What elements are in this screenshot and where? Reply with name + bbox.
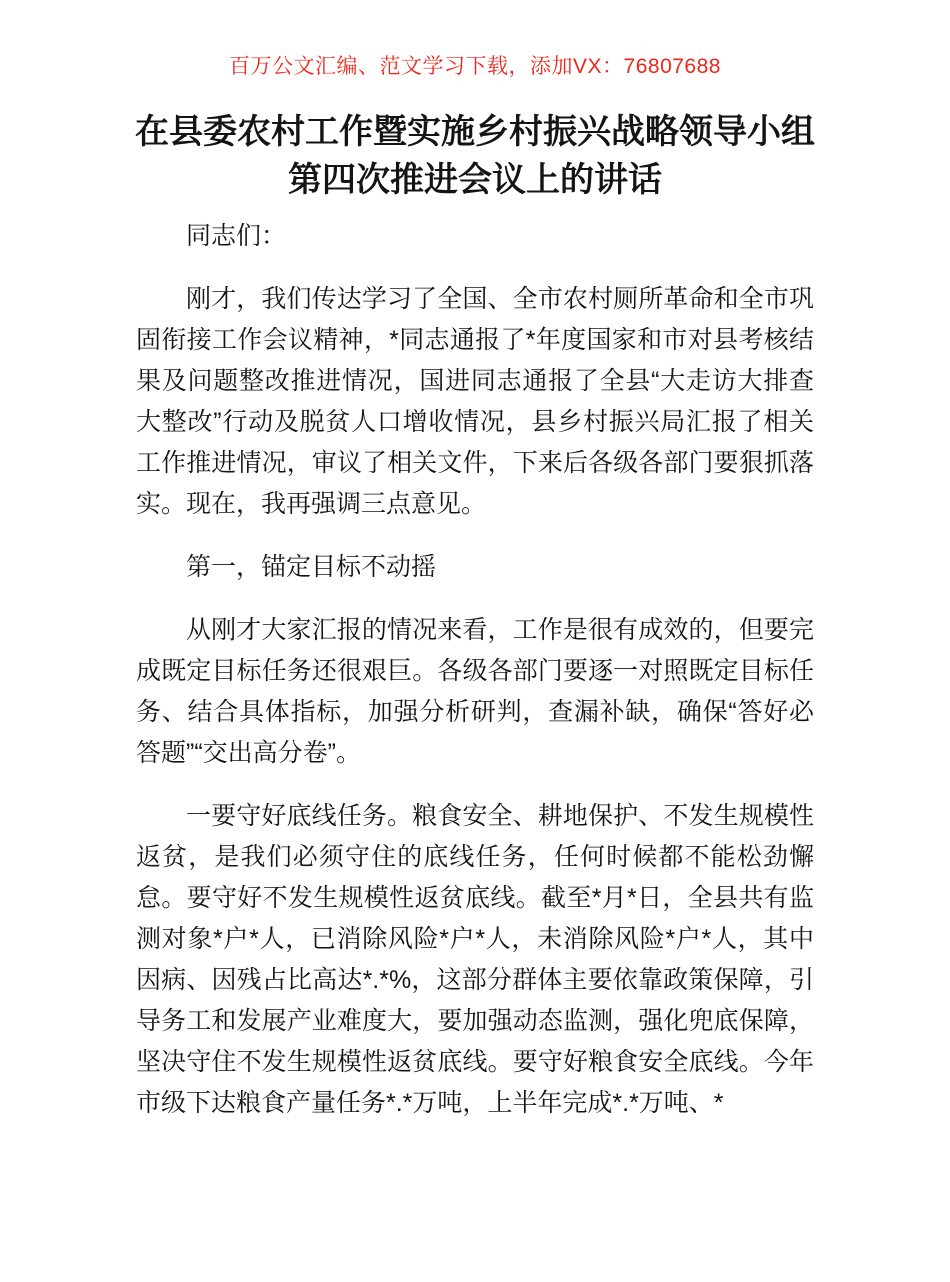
document-title-line-1: 在县委农村工作暨实施乡村振兴战略领导小组 bbox=[135, 113, 815, 151]
document-body bbox=[136, 216, 814, 1124]
paragraph-section-body: 从刚才大家汇报的情况来看，工作是很有成效的，但要完成既定目标任务还很艰巨。各级各部门要逐一对照既定目标任务、结合具体指标，加强分析研判，查漏补缺，确保“答好必答题”“交出高分卷”。 bbox=[136, 616, 814, 767]
paragraph-salutation: 同志们： bbox=[186, 222, 287, 250]
document-title-line-2: 第四次推进会议上的讲话 bbox=[288, 161, 662, 199]
paragraph-section-heading: 第一，锚定目标不动摇 bbox=[186, 553, 437, 581]
paragraph-bottom-line-tasks: 一要守好底线任务。粮食安全、耕地保护、不发生规模性返贫，是我们必须守住的底线任务，任何时候都不能松劲懈怠。要守好不发生规模性返贫底线。截至*月*日，全县共有监测对象*户*人，已消除风险*户*人，未消除风险*户*人，其中因病、因残占比高达*.*%，这部分群体主要依靠政策保障，引导务工和发展产业难度大，要加强动态监测，强化兜底保障，坚决守住不发生规模性返贫底线。要守好粮食安全底线。今年市级下达粮食产量任务*.*万吨，上半年完成*.*万吨、* bbox=[136, 802, 814, 1117]
document-title bbox=[0, 108, 950, 204]
paragraph-intro: 刚才，我们传达学习了全国、全市农村厕所革命和全市巩固衔接工作会议精神，*同志通报了*年度国家和市对县考核结果及问题整改推进情况，国进同志通报了全县“大走访大排查大整改”行动及脱贫人口增收情况，县乡村振兴局汇报了相关工作推进情况，审议了相关文件，下来后各级各部门要狠抓落实。现在，我再强调三点意见。 bbox=[136, 285, 814, 518]
promo-banner: 百万公文汇编、范文学习下载，添加VX：76807688 bbox=[229, 55, 721, 78]
document-page bbox=[0, 52, 950, 1282]
